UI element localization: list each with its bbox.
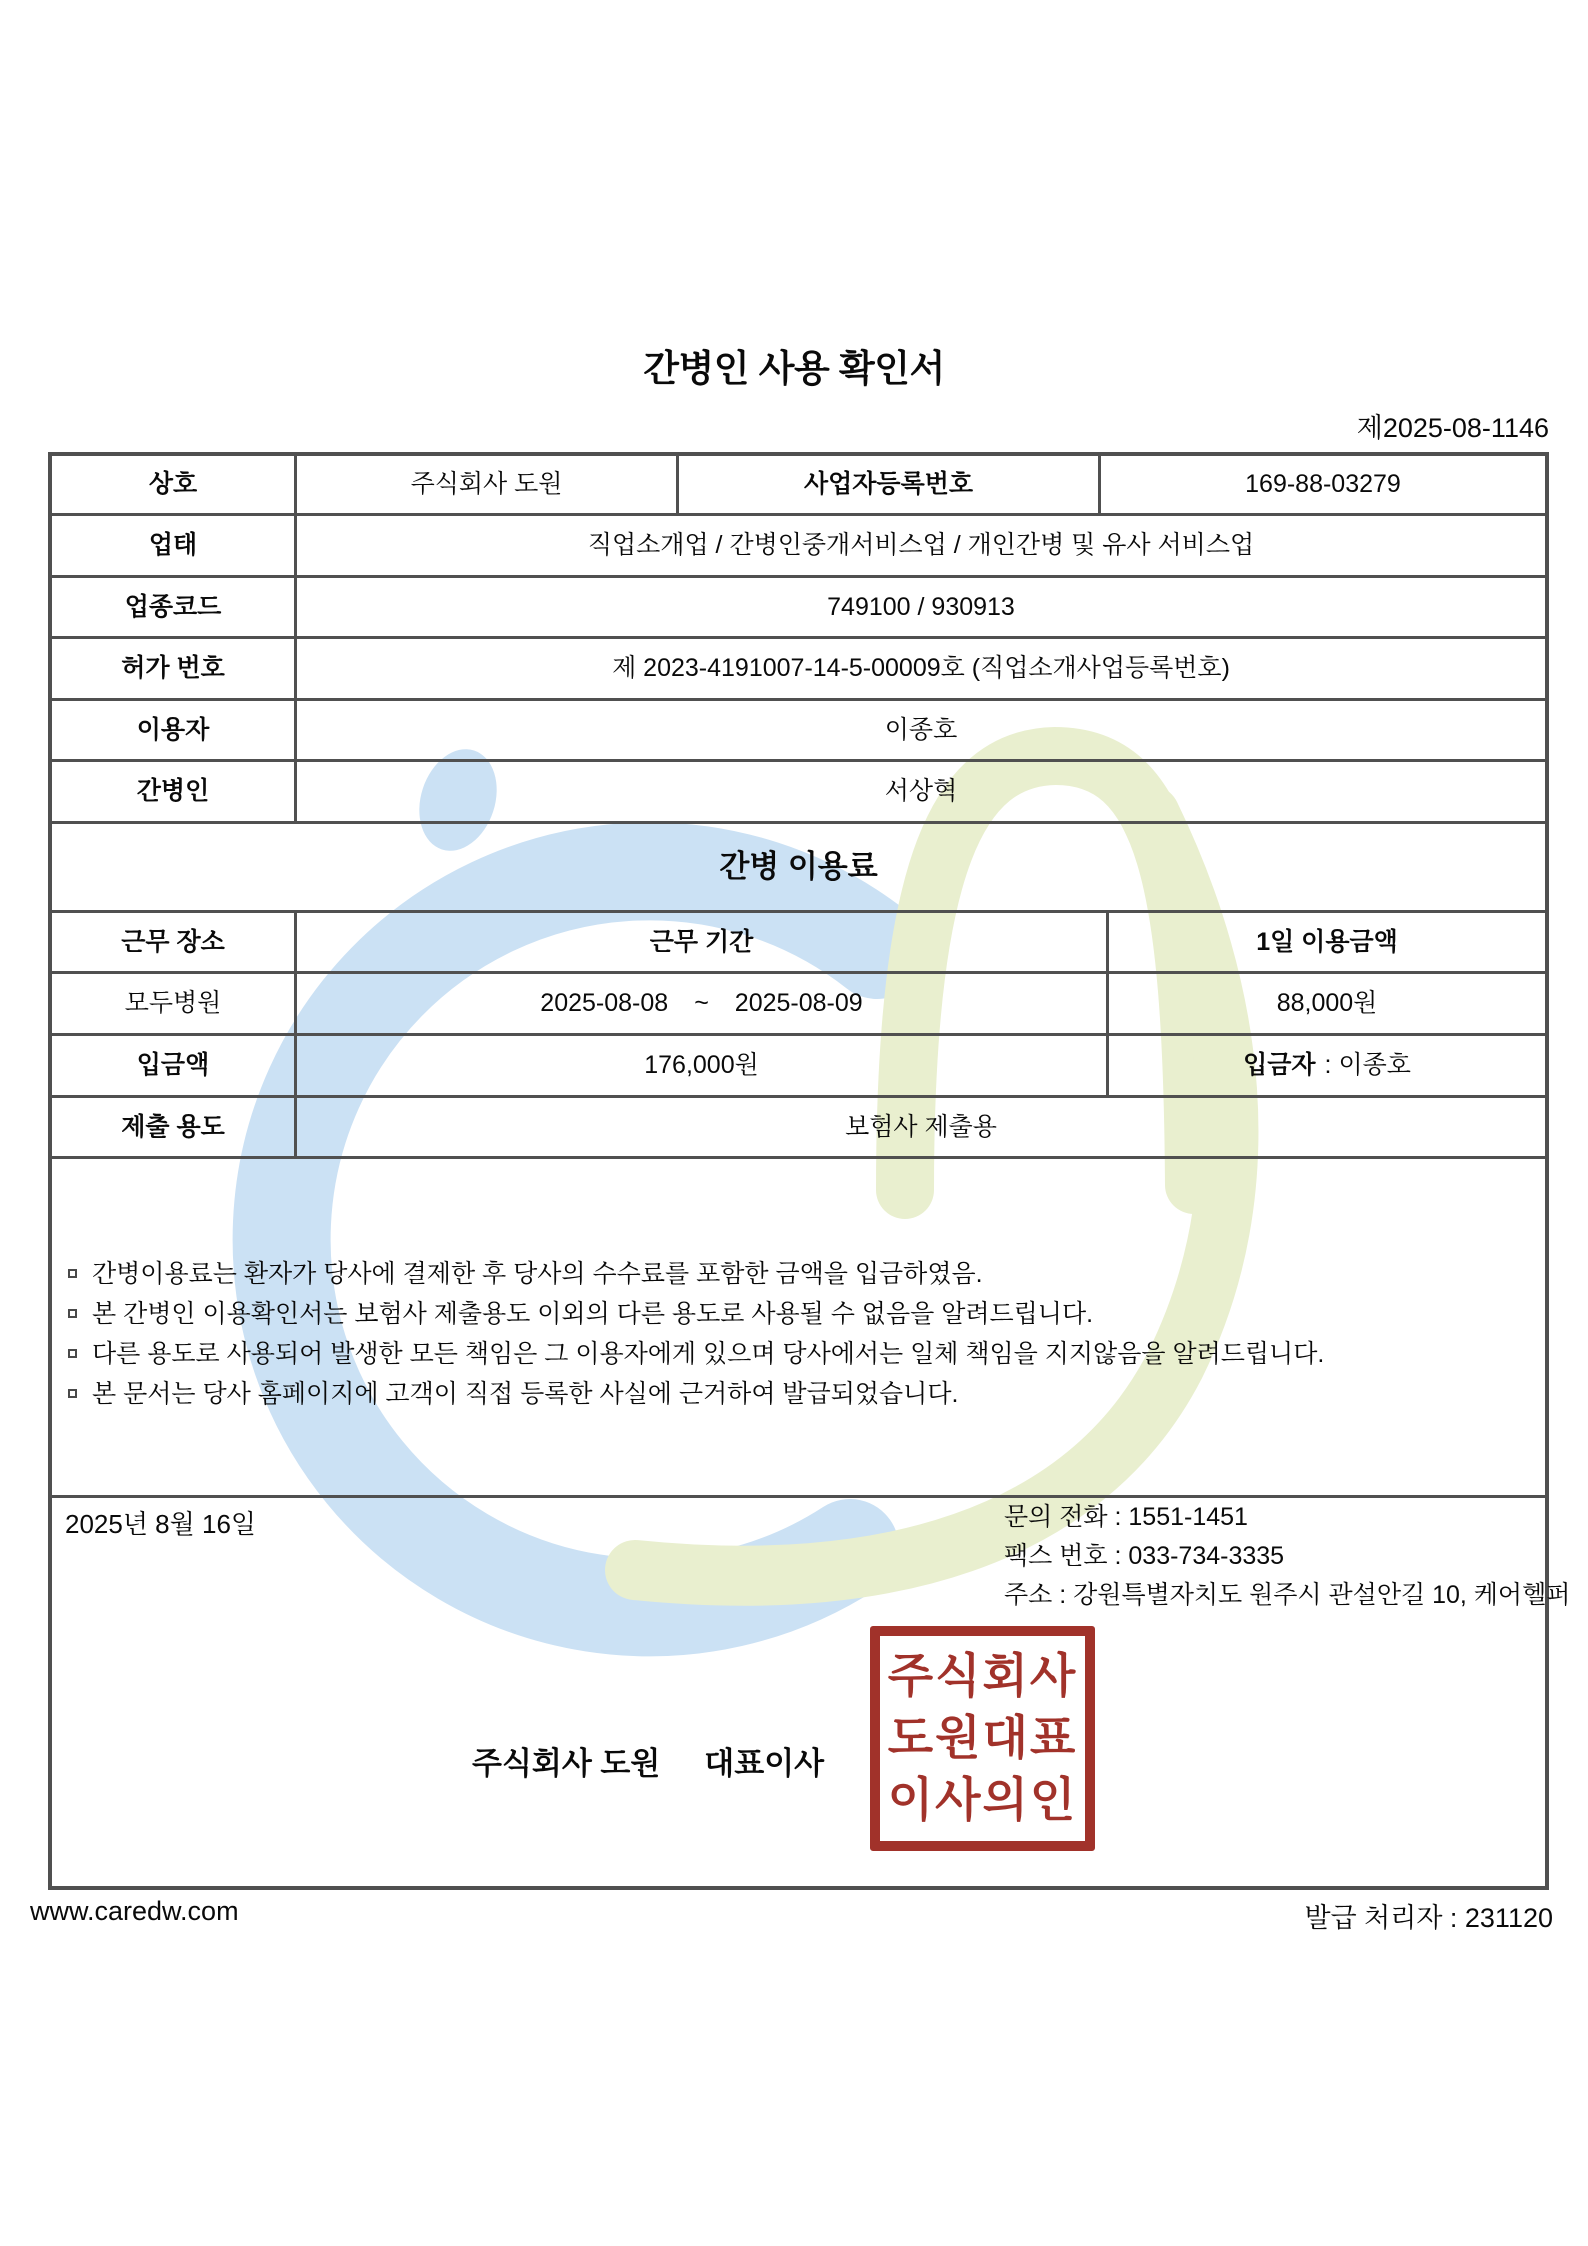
company-ceo-line	[472, 1738, 824, 1783]
square-bullet-icon	[68, 1269, 77, 1278]
work-place-value: 모두병원	[52, 974, 297, 1033]
industry-code-label: 업종코드	[52, 578, 297, 636]
note-text: 본 간병인 이용확인서는 보험사 제출용도 이외의 다른 용도로 사용될 수 없음을 알려드립니다.	[92, 1300, 1094, 1328]
caregiver-value: 서상혁	[884, 777, 958, 806]
deposit-row	[52, 1036, 1545, 1098]
caregiver-label: 간병인	[52, 762, 297, 821]
fee-section-header-row	[52, 824, 1545, 913]
depositor-label: 입금자	[1243, 1051, 1316, 1080]
company-label: 상호	[52, 456, 297, 513]
issue-date: 2025년 8월 16일	[65, 1509, 257, 1539]
note-item	[66, 1382, 1545, 1407]
issuer-id: 발급 처리자 : 231120	[1304, 1903, 1553, 1933]
license-label: 허가 번호	[52, 639, 297, 698]
work-place-label: 근무 장소	[52, 913, 297, 971]
industry-label: 업태	[52, 516, 297, 575]
period-tilde: ~	[694, 989, 709, 1018]
note-item	[66, 1302, 1545, 1327]
square-bullet-icon	[68, 1309, 77, 1318]
license-value: 제 2023-4191007-14-5-00009호 (직업소개사업등록번호)	[612, 654, 1230, 683]
note-text: 다른 용도로 사용되어 발생한 모든 책임은 그 이용자에게 있으며 당사에서는 일체 책임을 지지않음을 알려드립니다.	[92, 1340, 1325, 1368]
table-row-user	[52, 701, 1545, 762]
user-label: 이용자	[52, 701, 297, 759]
seal-line: 도원대표	[887, 1710, 1078, 1766]
square-bullet-icon	[68, 1349, 77, 1358]
website-url: www.caredw.com	[30, 1896, 239, 1926]
company-value: 주식회사 도원	[297, 456, 679, 513]
document-table	[48, 452, 1571, 1890]
contact-phone: 문의 전화 : 1551-1451	[1004, 1503, 1248, 1531]
table-row-license	[52, 639, 1545, 701]
table-row-industry	[52, 516, 1545, 578]
depositor-value: : 이종호	[1324, 1051, 1411, 1080]
square-bullet-icon	[68, 1389, 77, 1398]
company-name: 주식회사 도원	[472, 1746, 661, 1781]
work-period-label: 근무 기간	[649, 927, 754, 956]
purpose-label: 제출 용도	[52, 1098, 297, 1156]
contact-address: 주소 : 강원특별자치도 원주시 관설안길 10, 케어헬퍼	[1004, 1581, 1571, 1609]
fee-section-title: 간병 이용료	[719, 848, 878, 884]
biz-reg-label: 사업자등록번호	[679, 456, 1101, 513]
document-number: 제2025-08-1146	[1356, 413, 1549, 443]
note-item	[66, 1262, 1545, 1287]
seal-line: 주식회사	[887, 1648, 1078, 1704]
work-period-value	[297, 974, 1106, 1033]
seal-line: 이사의인	[887, 1772, 1078, 1828]
corporate-seal-stamp	[870, 1626, 1095, 1851]
ceo-title: 대표이사	[704, 1746, 825, 1781]
user-value: 이종호	[884, 715, 958, 744]
page-title: 간병인 사용 확인서	[643, 348, 945, 389]
table-row-company	[52, 456, 1545, 516]
issue-section	[52, 1498, 1571, 1886]
period-end: 2025-08-09	[734, 989, 863, 1018]
note-text: 본 문서는 당사 홈페이지에 고객이 직접 등록한 사실에 근거하여 발급되었습니다.	[92, 1380, 959, 1408]
industry-value: 직업소개업 / 간병인중개서비스업 / 개인간병 및 유사 서비스업	[587, 531, 1255, 560]
fee-value-row	[52, 974, 1545, 1036]
note-text: 간병이용료는 환자가 당사에 결제한 후 당사의 수수료를 포함한 금액을 입금하였음.	[92, 1260, 983, 1288]
notes-section	[52, 1159, 1545, 1498]
industry-code-value: 749100 / 930913	[827, 592, 1015, 621]
depositor-cell	[1106, 1036, 1545, 1095]
fee-header-row	[52, 913, 1545, 974]
period-start: 2025-08-08	[540, 989, 669, 1018]
note-item	[66, 1342, 1545, 1367]
table-row-caregiver	[52, 762, 1545, 824]
contact-block	[1004, 1498, 1570, 1615]
biz-reg-value: 169-88-03279	[1245, 470, 1401, 499]
deposit-label: 입금액	[52, 1036, 297, 1095]
contact-fax: 팩스 번호 : 033-734-3335	[1004, 1542, 1285, 1570]
purpose-row	[52, 1098, 1545, 1159]
daily-fee-label: 1일 이용금액	[1106, 913, 1545, 971]
table-row-industry-code	[52, 578, 1545, 639]
daily-fee-value: 88,000원	[1106, 974, 1545, 1033]
deposit-value: 176,000원	[644, 1051, 759, 1080]
purpose-value: 보험사 제출용	[845, 1112, 997, 1141]
